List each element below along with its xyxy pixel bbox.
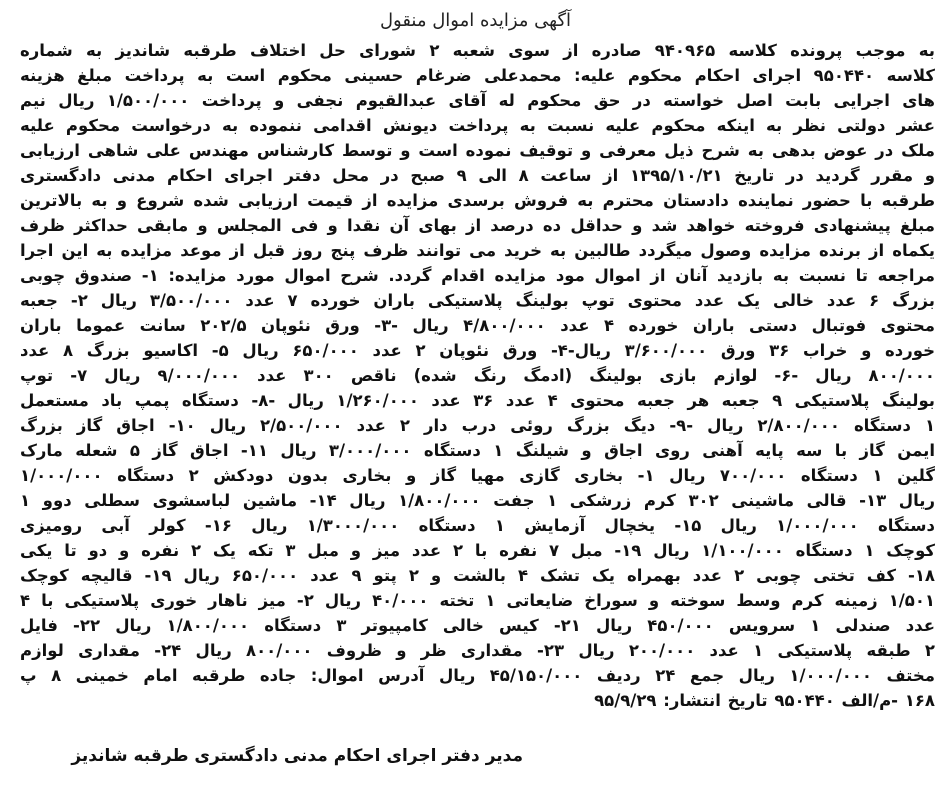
notice-line: کلاسه ۹۵۰۴۴۰ اجرای احکام محکوم علیه: محمدعلی ضرغام حسینی محکوم است به پرداخت مبلغ هزینه: [20, 66, 935, 85]
notice-line: مراجعه تا نسبت به بازدید آنان از اموال مود مزایده اقدام گردد. شرح اموال مورد مزایده: ۱- صندوق چوبی: [20, 266, 935, 285]
notice-line: به موجب پرونده کلاسه ۹۴۰۹۶۵ صادره از سوی شعبه ۲ شورای حل اختلاف طرقبه شاندیز به شماره: [20, 41, 935, 60]
notice-line: بزرگ ۶ عدد خالی یک عدد محتوی توپ بولینگ پلاستیکی باران خورده ۷ عدد ۳/۵۰۰/۰۰۰ ریال ۲- جعبه: [20, 291, 935, 310]
notice-line: دستگاه ۱/۰۰۰/۰۰۰ ریال ۱۵- یخچال آزمایش ۱ دستگاه ۱/۳۰۰۰/۰۰۰ ریال ۱۶- کولر آبی رومیزی: [20, 516, 935, 535]
notice-line: ۱ دستگاه ۲/۸۰۰/۰۰۰ ریال -۹- دیگ بزرگ روئی درب دار ۲ عدد ۲/۵۰۰/۰۰۰ ریال ۱۰- اجاق گاز بزرگ: [20, 416, 935, 435]
notice-line: ۸۰۰/۰۰۰ ریال -۶- لوازم بازی بولینگ (ادمگ رنگ شده) ناقص ۳۰۰ عدد ۹/۰۰۰/۰۰۰ ریال ۷- توپ: [20, 366, 935, 385]
notice-signature: مدیر دفتر اجرای احکام مدنی دادگستری طرقبه شاندیز: [71, 746, 523, 766]
notice-line: ۱۶۸ -م/الف ۹۵۰۴۴۰ تاریخ انتشار: ۹۵/۹/۲۹: [594, 691, 935, 710]
notice-line: خورده و خراب ۳۶ ورق ۳/۶۰۰/۰۰۰ ریال-۴- ورق نئوپان ۲ عدد ۶۵۰/۰۰۰ ریال ۵- اکاسیو بزرگ ۸ عدد: [20, 341, 935, 360]
notice-line: ریال ۱۳- قالی ماشینی ۳۰۲ کرم زرشکی ۱ جفت ۱/۸۰۰/۰۰۰ ریال ۱۴- ماشین لباسشوی سطلی دوو ۱: [20, 491, 935, 510]
notice-line: گلین ۱ دستگاه ۷۰۰/۰۰۰ ریال ۱- بخاری گازی مهیا گاز و بخاری بدون دودکش ۲ دستگاه ۱/۰۰۰/۰۰۰: [20, 466, 935, 485]
notice-title: آگهی مزایده اموال منقول: [379, 10, 572, 31]
notice-line: عشر دولتی نظر به اینکه محکوم علیه نسبت به پرداخت دیونش اقدامی ننموده به درخواست محکوم علیه: [20, 116, 935, 135]
notice-line: طرقبه با حضور نماینده دادستان محترم به فروش برسدی مزایده از قیمت ارزیابی شده شروع و به بالاترین: [20, 191, 935, 210]
notice-line: های اجرایی بابت اصل خواسته در حق محکوم له آقای عبدالقیوم نجفی و پرداخت ۱/۵۰۰/۰۰۰ ریال نیم: [20, 91, 935, 110]
notice-line: یکماه از برنده مزایده وصول میگردد طالبین به خرید می توانند ظرف پنج روز قبل از موعد مزایده به این اجرا: [20, 241, 935, 260]
notice-line: محتوی فوتبال دستی باران خورده ۴ عدد ۴/۸۰۰/۰۰۰ ریال -۳- ورق نئوپان ۲۰۲/۵ سانت عموما باران: [20, 316, 935, 335]
notice-line: مبلغ پیشنهادی فروخته خواهد شد و حداقل ده درصد از بهای آن نقدا و فی المجلس و مابقی حداکثر ظرف: [20, 216, 935, 235]
notice-line: ایمن گاز با سه پایه آهنی روی اجاق و شیلنگ ۱ دستگاه ۳/۰۰۰/۰۰۰ ریال ۱۱- اجاق گاز ۵ شعله مارک: [20, 441, 935, 460]
notice-line: ملک در عوض بدهی به شرح ذیل معرفی و توقیف نموده است و توسط کارشناس مهندس علی شاهی ارزیابی: [20, 141, 935, 160]
notice-line: ۱/۵۰۱ زمینه کرم وسط سوخته و سوراخ ضایعاتی ۱ تخته ۴۰/۰۰۰ ریال ۲- میز ناهار خوری پلاستیکی با ۴: [20, 591, 935, 610]
notice-line: ۲ طبقه پلاستیکی ۱ عدد ۲۰۰/۰۰۰ ریال ۲۳- مقداری ظر و ظروف ۸۰۰/۰۰۰ ریال ۲۴- مقداری لوازم: [20, 641, 935, 660]
notice-line: مختف ۱/۰۰۰/۰۰۰ ریال جمع ۲۴ ردیف ۴۵/۱۵۰/۰۰۰ ریال آدرس اموال: جاده طرقبه امام خمینی ۸ پ: [20, 666, 935, 685]
notice-body: [20, 38, 935, 713]
notice-line: بولینگ پلاستیکی ۹ جعبه هر جعبه محتوی ۴ عدد ۳۶ عدد ۱/۲۶۰/۰۰۰ ریال -۸- دستگاه پمپ باد مستعمل: [20, 391, 935, 410]
notice-line: کوچک ۱ دستگاه ۱/۱۰۰/۰۰۰ ریال ۱۹- مبل ۷ نفره با ۲ عدد میز و مبل ۳ تکه یک ۲ نفره و دو تا یکی: [20, 541, 935, 560]
notice-line: و مقرر گردید در تاریخ ۱۳۹۵/۱۰/۲۱ از ساعت ۸ الی ۹ صبح در محل دفتر اجرای احکام مدنی دادگستری: [20, 166, 935, 185]
notice-line: ۱۸- کف تختی چوبی ۲ عدد بهمراه یک تشک ۴ بالشت و ۲ پتو ۹ عدد ۶۵۰/۰۰۰ ریال ۱۹- قالیچه کوچک: [20, 566, 935, 585]
notice-line: عدد صندلی ۱ سرویس ۴۵۰/۰۰۰ ریال ۲۱- کیس خالی کامپیوتر ۳ دستگاه ۱/۸۰۰/۰۰۰ ریال ۲۲- فایل: [20, 616, 935, 635]
